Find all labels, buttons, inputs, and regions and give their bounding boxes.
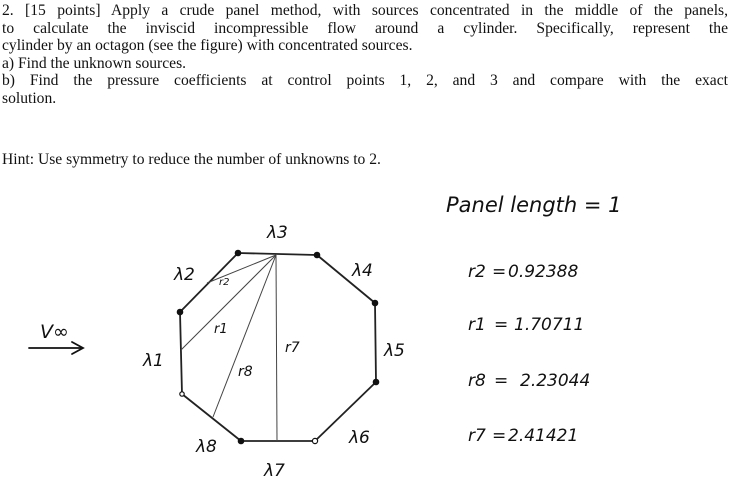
octagon-figure [0, 185, 732, 487]
r8-eq: = [494, 371, 509, 391]
hint-text: Hint: Use symmetry to reduce the number of unknowns to 2. [2, 151, 381, 168]
figure-r1-label: r1 [214, 322, 228, 337]
panel-label-8: λ8 [196, 437, 217, 457]
r7-name: r7 [468, 426, 486, 446]
panel-label-2: λ2 [174, 265, 195, 285]
r1-name: r1 [468, 315, 486, 335]
r2-name: r2 [468, 262, 486, 282]
r8-value: 2.23044 [520, 371, 591, 391]
octagon-outline [180, 253, 376, 441]
panel-label-3: λ3 [267, 223, 288, 243]
distance-values [468, 262, 590, 446]
r2-eq: = [492, 262, 507, 282]
problem-statement [2, 2, 728, 108]
part-b-cont: solution. [2, 89, 57, 107]
r7-value: 2.41421 [508, 426, 579, 446]
figure-r2-label: r2 [219, 277, 230, 288]
r2-line [207, 255, 276, 283]
freestream-label: V∞ [40, 321, 69, 343]
figure-r8-label: r8 [238, 364, 253, 380]
vertex-dot [373, 379, 380, 386]
panel-5 [375, 303, 376, 382]
part-a: a) Find the unknown sources. [2, 54, 187, 72]
problem-line-2: to calculate the inviscid incompressible flow around a cylinder. Specifically, represent the [2, 19, 728, 37]
panel-label-5: λ5 [384, 341, 405, 361]
vertex-dot [372, 300, 379, 307]
panel-label-7: λ7 [264, 461, 285, 481]
r2-value: 0.92388 [508, 262, 579, 282]
panel-8 [182, 394, 241, 441]
vertex-dot [235, 250, 242, 257]
panel-label-4: λ4 [352, 261, 373, 281]
panel-3 [238, 253, 317, 255]
panel-label-1: λ1 [143, 351, 164, 371]
vertex-open [180, 392, 184, 396]
part-b: b) Find the pressure coefficients at control points 1, 2, and 3 and compare with the exact [2, 72, 728, 90]
figure-r7-label: r7 [285, 340, 300, 356]
panel-length-note: Panel length = 1 [446, 193, 622, 217]
r7-line [276, 255, 277, 441]
freestream-arrow-icon [29, 342, 83, 354]
r1-eq: = [494, 315, 509, 335]
problem-line-1: 2. [15 points] Apply a crude panel method, with sources concentrated in the middle of the panels, [2, 2, 728, 19]
r8-name: r8 [468, 371, 486, 391]
problem-line-3: cylinder by an octagon (see the figure) with concentrated sources. [2, 37, 413, 55]
r7-eq: = [492, 426, 507, 446]
panel-label-6: λ6 [349, 428, 370, 448]
vertex-dot [314, 252, 321, 259]
panel-1 [180, 312, 182, 394]
vertex-open [312, 438, 317, 443]
vertex-dot [238, 438, 245, 445]
vertex-dot [177, 309, 184, 316]
r1-line [181, 255, 276, 350]
r1-value: 1.70711 [514, 315, 585, 335]
